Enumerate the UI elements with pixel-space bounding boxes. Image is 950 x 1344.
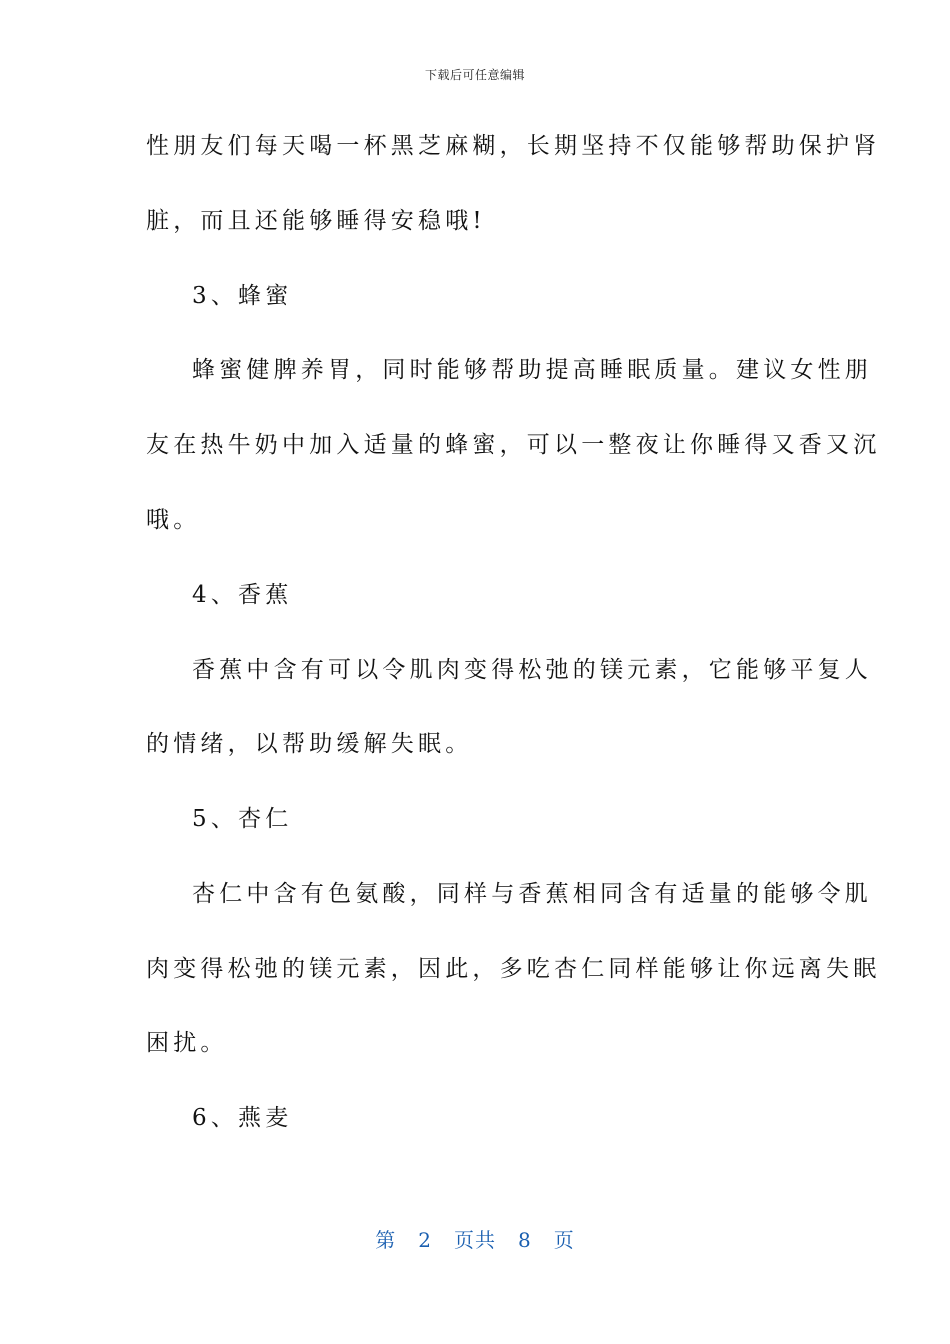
section-heading: 5、杏仁 bbox=[192, 806, 293, 832]
paragraph-line: 的情绪，以帮助缓解失眠。 bbox=[146, 731, 473, 757]
page-footer bbox=[0, 1224, 950, 1253]
section-heading: 4、香蕉 bbox=[192, 582, 293, 608]
page-header: 下载后可任意编辑 bbox=[424, 68, 525, 82]
paragraph-line: 性朋友们每天喝一杯黑芝麻糊，长期坚持不仅能够帮助保护肾 bbox=[146, 133, 881, 159]
paragraph-line: 脏，而且还能够睡得安稳哦! bbox=[146, 208, 486, 234]
footer-suffix: 页 bbox=[553, 1228, 575, 1252]
section-heading: 6、燕麦 bbox=[192, 1105, 293, 1131]
paragraph-line: 肉变得松弛的镁元素，因此，多吃杏仁同样能够让你远离失眠 bbox=[146, 956, 881, 982]
section-heading: 3、蜂蜜 bbox=[192, 283, 293, 309]
paragraph-line: 蜂蜜健脾养胃，同时能够帮助提高睡眠质量。建议女性朋 bbox=[192, 357, 872, 383]
paragraph-line: 困扰。 bbox=[146, 1030, 228, 1056]
paragraph-line: 香蕉中含有可以令肌肉变得松弛的镁元素，它能够平复人 bbox=[192, 657, 872, 683]
paragraph-line: 杏仁中含有色氨酸，同样与香蕉相同含有适量的能够令肌 bbox=[192, 881, 872, 907]
paragraph-line: 友在热牛奶中加入适量的蜂蜜，可以一整夜让你睡得又香又沉 bbox=[146, 432, 881, 458]
footer-prefix: 第 bbox=[375, 1228, 397, 1252]
footer-middle: 页共 bbox=[454, 1228, 496, 1252]
page-total: 8 bbox=[518, 1228, 532, 1252]
page-number: 2 bbox=[418, 1228, 432, 1252]
paragraph-line: 哦。 bbox=[146, 507, 201, 533]
